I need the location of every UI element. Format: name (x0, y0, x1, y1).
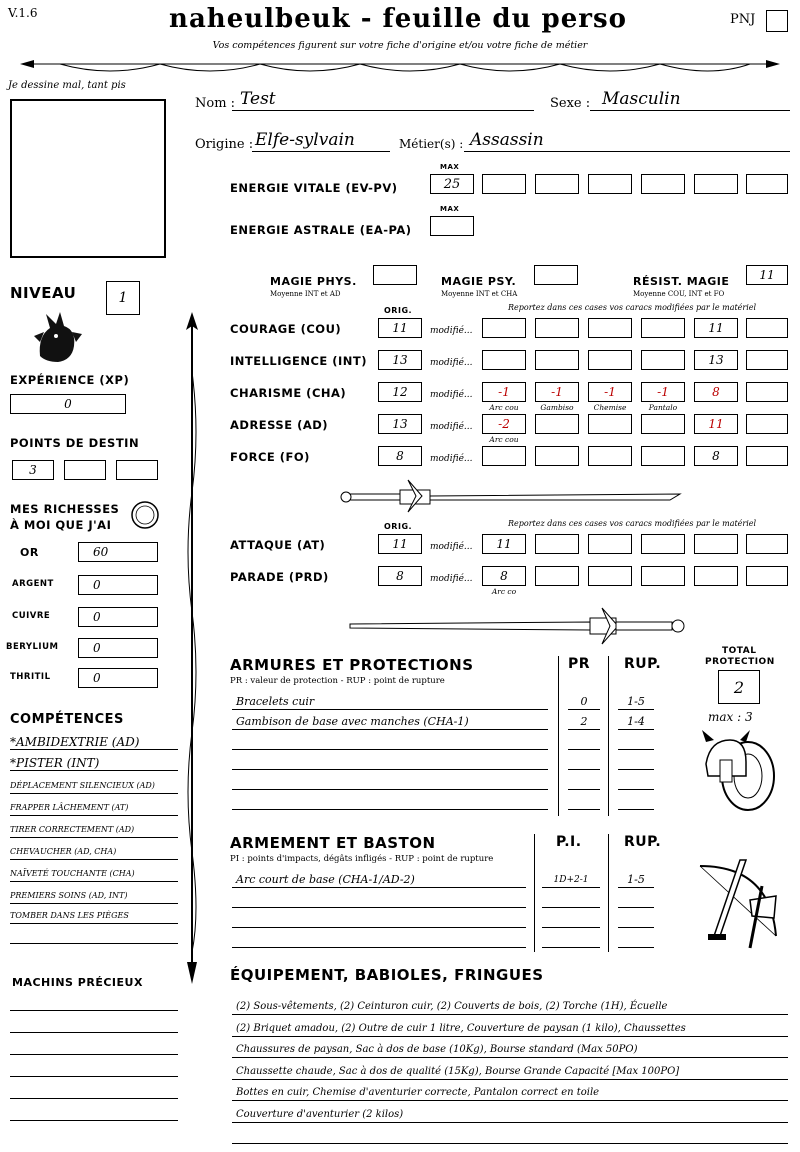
modifie-label: modifié... (430, 358, 473, 368)
weapons-col-pi: P.I. (556, 834, 582, 850)
skill-item[interactable]: PREMIERS SOINS (AD, INT) (10, 884, 178, 904)
modifie-label: modifié... (430, 326, 473, 336)
stat-label: ADRESSE (AD) (230, 418, 329, 432)
modifie-label: modifié... (430, 422, 473, 432)
machins-label: MACHINS PRÉCIEUX (12, 976, 143, 989)
richesses-label-2: À MOI QUE J'AI (10, 518, 112, 532)
ev-max-label: MAX (440, 163, 460, 171)
stat-mod-box[interactable]: 8 (694, 446, 738, 466)
equipment-label: ÉQUIPEMENT, BABIOLES, FRINGUES (230, 966, 544, 984)
armor-name[interactable] (232, 771, 548, 790)
combat-label: ATTAQUE (AT) (230, 538, 326, 552)
weapons-icon (690, 856, 786, 952)
cuivre-label: CUIVRE (12, 611, 51, 621)
equipment-line[interactable]: Chaussette chaude, Sac à dos de qualité (15Kg), Bourse Grande Capacité [Max 100PO] (232, 1059, 788, 1080)
armor-pr[interactable]: 0 (568, 691, 600, 710)
equipment-line[interactable]: Couverture d'aventurier (2 kilos) (232, 1102, 788, 1123)
combat-mod-box[interactable] (746, 566, 788, 586)
armor-pr[interactable] (568, 751, 600, 770)
argent-box[interactable]: 0 (78, 575, 158, 595)
competences-label: COMPÉTENCES (10, 712, 124, 727)
combat-mod-box[interactable]: 11 (482, 534, 526, 554)
armor-pr[interactable]: 2 (568, 711, 600, 730)
destin-box-1[interactable]: 3 (12, 460, 54, 480)
weapon-name[interactable]: Arc court de base (CHA-1/AD-2) (232, 869, 526, 888)
combat-mod-box[interactable] (588, 566, 632, 586)
xp-label: EXPÉRIENCE (XP) (10, 373, 130, 387)
resist-magie-box[interactable]: 11 (746, 265, 788, 285)
armor-pr[interactable] (568, 771, 600, 790)
combat-mod-box[interactable] (694, 566, 738, 586)
armor-label: ARMURES ET PROTECTIONS (230, 656, 474, 674)
magie-psy-label: MAGIE PSY. (441, 275, 517, 288)
stat-mod-note: Arc cou (489, 403, 519, 412)
origine-label: Origine : (195, 137, 254, 152)
stat-orig-box[interactable]: 8 (378, 446, 422, 466)
stat-mod-note: Gambiso (540, 403, 574, 412)
skill-item[interactable]: TIRER CORRECTEMENT (AD) (10, 818, 178, 838)
stat-mod-box[interactable]: 13 (694, 350, 738, 370)
combat-mod-box[interactable] (641, 566, 685, 586)
ea-label: ENERGIE ASTRALE (EA-PA) (230, 223, 412, 237)
stat-mod-box[interactable]: -1 (588, 382, 632, 402)
modifie-label: modifié... (430, 574, 473, 584)
armor-rup[interactable]: 1-5 (618, 691, 654, 710)
stat-label: CHARISME (CHA) (230, 386, 347, 400)
armor-col-pr: PR (568, 656, 591, 672)
berylium-box[interactable]: 0 (78, 638, 158, 658)
weapons-col-rup: RUP. (624, 834, 662, 850)
weapon-pi[interactable] (542, 889, 600, 908)
weapon-rup[interactable] (618, 909, 654, 928)
ea-max-label: MAX (440, 205, 460, 213)
stat-mod-box[interactable]: -1 (641, 382, 685, 402)
argent-label: ARGENT (12, 579, 54, 589)
richesses-label-1: MES RICHESSES (10, 502, 120, 516)
equipment-line[interactable] (232, 1123, 788, 1144)
stat-mod-box[interactable]: -1 (535, 382, 579, 402)
skill-item[interactable]: *PISTER (INT) (10, 751, 178, 771)
modifie-label: modifié... (430, 454, 473, 464)
combat-orig-box[interactable]: 11 (378, 534, 422, 554)
resist-magie-sub: Moyenne COU, INT et FO (633, 290, 725, 298)
skill-item[interactable]: CHEVAUCHER (AD, CHA) (10, 840, 178, 860)
stat-orig-box[interactable]: 13 (378, 350, 422, 370)
armor-name[interactable]: Gambison de base avec manches (CHA-1) (232, 711, 548, 730)
weapons-sub: PI : points d'impacts, dégâts infligés - RUP : point de rupture (230, 854, 494, 864)
total-protection-label-1: TOTAL (722, 646, 757, 656)
armor-pr[interactable] (568, 731, 600, 750)
skill-item[interactable] (10, 924, 178, 944)
sword-icon (340, 606, 690, 646)
armor-sub: PR : valeur de protection - RUP : point de rupture (230, 676, 445, 686)
sexe-value[interactable]: Masculin (602, 89, 681, 109)
metier-label: Métier(s) : (399, 137, 464, 151)
stat-orig-box[interactable]: 12 (378, 382, 422, 402)
combat-note: Reportez dans ces cases vos caracs modifiées par le matériel (508, 519, 757, 528)
sexe-label: Sexe : (550, 96, 591, 111)
max-protection: max : 3 (708, 710, 753, 724)
armor-rup[interactable] (618, 771, 654, 790)
armor-rup[interactable] (618, 731, 654, 750)
modifie-label: modifié... (430, 542, 473, 552)
skill-item[interactable]: DÉPLACEMENT SILENCIEUX (AD) (10, 774, 178, 794)
metier-value[interactable]: Assassin (470, 130, 544, 150)
weapon-pi[interactable]: 1D+2-1 (542, 869, 600, 888)
stat-label: INTELLIGENCE (INT) (230, 354, 368, 368)
magie-phys-sub: Moyenne INT et AD (270, 290, 341, 298)
armor-rup[interactable] (618, 751, 654, 770)
ev-max-box[interactable]: 25 (430, 174, 474, 194)
cuivre-box[interactable]: 0 (78, 607, 158, 627)
armor-name[interactable] (232, 751, 548, 770)
origine-value[interactable]: Elfe-sylvain (255, 130, 355, 150)
combat-mod-box[interactable]: 8 (482, 566, 526, 586)
portrait-caption: Je dessine mal, tant pis (8, 80, 126, 91)
equipment-line[interactable]: (2) Sous-vêtements, (2) Ceinturon cuir, (2) Couverts de bois, (2) Torche (1H), Écuelle (232, 994, 788, 1015)
stat-label: FORCE (FO) (230, 450, 310, 464)
stat-mod-box[interactable]: 11 (694, 318, 738, 338)
or-label: OR (20, 546, 39, 559)
armor-pr[interactable] (568, 791, 600, 810)
destin-label: POINTS DE DESTIN (10, 436, 140, 450)
stat-mod-box[interactable]: 11 (694, 414, 738, 434)
resist-magie-label: RÉSIST. MAGIE (633, 275, 730, 288)
stats-note: Reportez dans ces cases vos caracs modifiées par le matériel (508, 303, 757, 312)
combat-mod-box[interactable] (694, 534, 738, 554)
skill-item[interactable]: TOMBER DANS LES PIÈGES (10, 904, 178, 924)
niveau-box[interactable]: 1 (106, 281, 140, 315)
stat-mod-box[interactable]: 8 (694, 382, 738, 402)
skill-item[interactable]: FRAPPER LÂCHEMENT (AT) (10, 796, 178, 816)
equipment-line[interactable]: (2) Briquet amadou, (2) Outre de cuir 1 litre, Couverture de paysan (1 kilo), Chaussettes (232, 1016, 788, 1037)
ev-label: ENERGIE VITALE (EV-PV) (230, 181, 398, 195)
version: V.1.6 (8, 6, 38, 20)
armor-name[interactable]: Bracelets cuir (232, 691, 548, 710)
berylium-label: BERYLIUM (6, 642, 59, 652)
combat-mod-box[interactable] (535, 566, 579, 586)
nom-value[interactable]: Test (240, 89, 276, 109)
weapon-name[interactable] (232, 909, 526, 928)
thritil-label: THRITIL (10, 672, 51, 682)
equipment-line[interactable]: Bottes en cuir, Chemise d'aventurier correcte, Pantalon correct en toile (232, 1080, 788, 1101)
stat-mod-box[interactable]: -2 (482, 414, 526, 434)
armor-name[interactable] (232, 791, 548, 810)
stat-mod-box[interactable]: -1 (482, 382, 526, 402)
armor-rup[interactable] (618, 791, 654, 810)
page-subtitle: Vos compétences figurent sur votre fiche d'origine et/ou votre fiche de métier (212, 40, 588, 51)
armor-rup[interactable]: 1-4 (618, 711, 654, 730)
thritil-box[interactable]: 0 (78, 668, 158, 688)
skill-item[interactable]: NAÏVETÉ TOUCHANTE (CHA) (10, 862, 178, 882)
weapon-rup[interactable] (618, 889, 654, 908)
magie-psy-sub: Moyenne INT et CHA (441, 290, 518, 298)
or-box[interactable]: 60 (78, 542, 158, 562)
niveau-label: NIVEAU (10, 284, 77, 302)
stat-mod-note: Chemise (593, 403, 627, 412)
stat-label: COURAGE (COU) (230, 322, 342, 336)
armor-col-rup: RUP. (624, 656, 662, 672)
nom-label: Nom : (195, 96, 236, 111)
combat-mod-box[interactable] (535, 534, 579, 554)
page-title: naheulbeuk - feuille du perso (169, 4, 627, 34)
weapon-rup[interactable]: 1-5 (618, 869, 654, 888)
combat-label: PARADE (PRD) (230, 570, 329, 584)
stats-orig-label: ORIG. (384, 306, 413, 315)
combat-mod-box[interactable] (641, 534, 685, 554)
helmet-shield-icon (700, 726, 780, 814)
modifie-label: modifié... (430, 390, 473, 400)
equipment-line[interactable]: Chaussures de paysan, Sac à dos de base (10Kg), Bourse standard (Max 50PO) (232, 1037, 788, 1058)
magie-phys-label: MAGIE PHYS. (270, 275, 357, 288)
stat-mod-note: Arc cou (489, 435, 519, 444)
stat-orig-box[interactable]: 11 (378, 318, 422, 338)
xp-box[interactable]: 0 (10, 394, 126, 414)
combat-mod-note: Arc co (491, 587, 517, 596)
pnj-label: PNJ (730, 12, 756, 27)
skill-item[interactable]: *AMBIDEXTRIE (AD) (10, 730, 178, 750)
combat-orig-box[interactable]: 8 (378, 566, 422, 586)
combat-mod-box[interactable] (588, 534, 632, 554)
stat-orig-box[interactable]: 13 (378, 414, 422, 434)
weapon-pi[interactable] (542, 909, 600, 928)
weapon-name[interactable] (232, 929, 526, 948)
weapon-name[interactable] (232, 889, 526, 908)
armor-name[interactable] (232, 731, 548, 750)
stat-mod-note: Pantalo (648, 403, 678, 412)
total-protection-box[interactable]: 2 (718, 670, 760, 704)
weapon-pi[interactable] (542, 929, 600, 948)
weapon-rup[interactable] (618, 929, 654, 948)
combat-orig-label: ORIG. (384, 522, 413, 531)
weapons-label: ARMEMENT ET BASTON (230, 834, 436, 852)
combat-mod-box[interactable] (746, 534, 788, 554)
total-protection-label-2: PROTECTION (705, 657, 775, 667)
